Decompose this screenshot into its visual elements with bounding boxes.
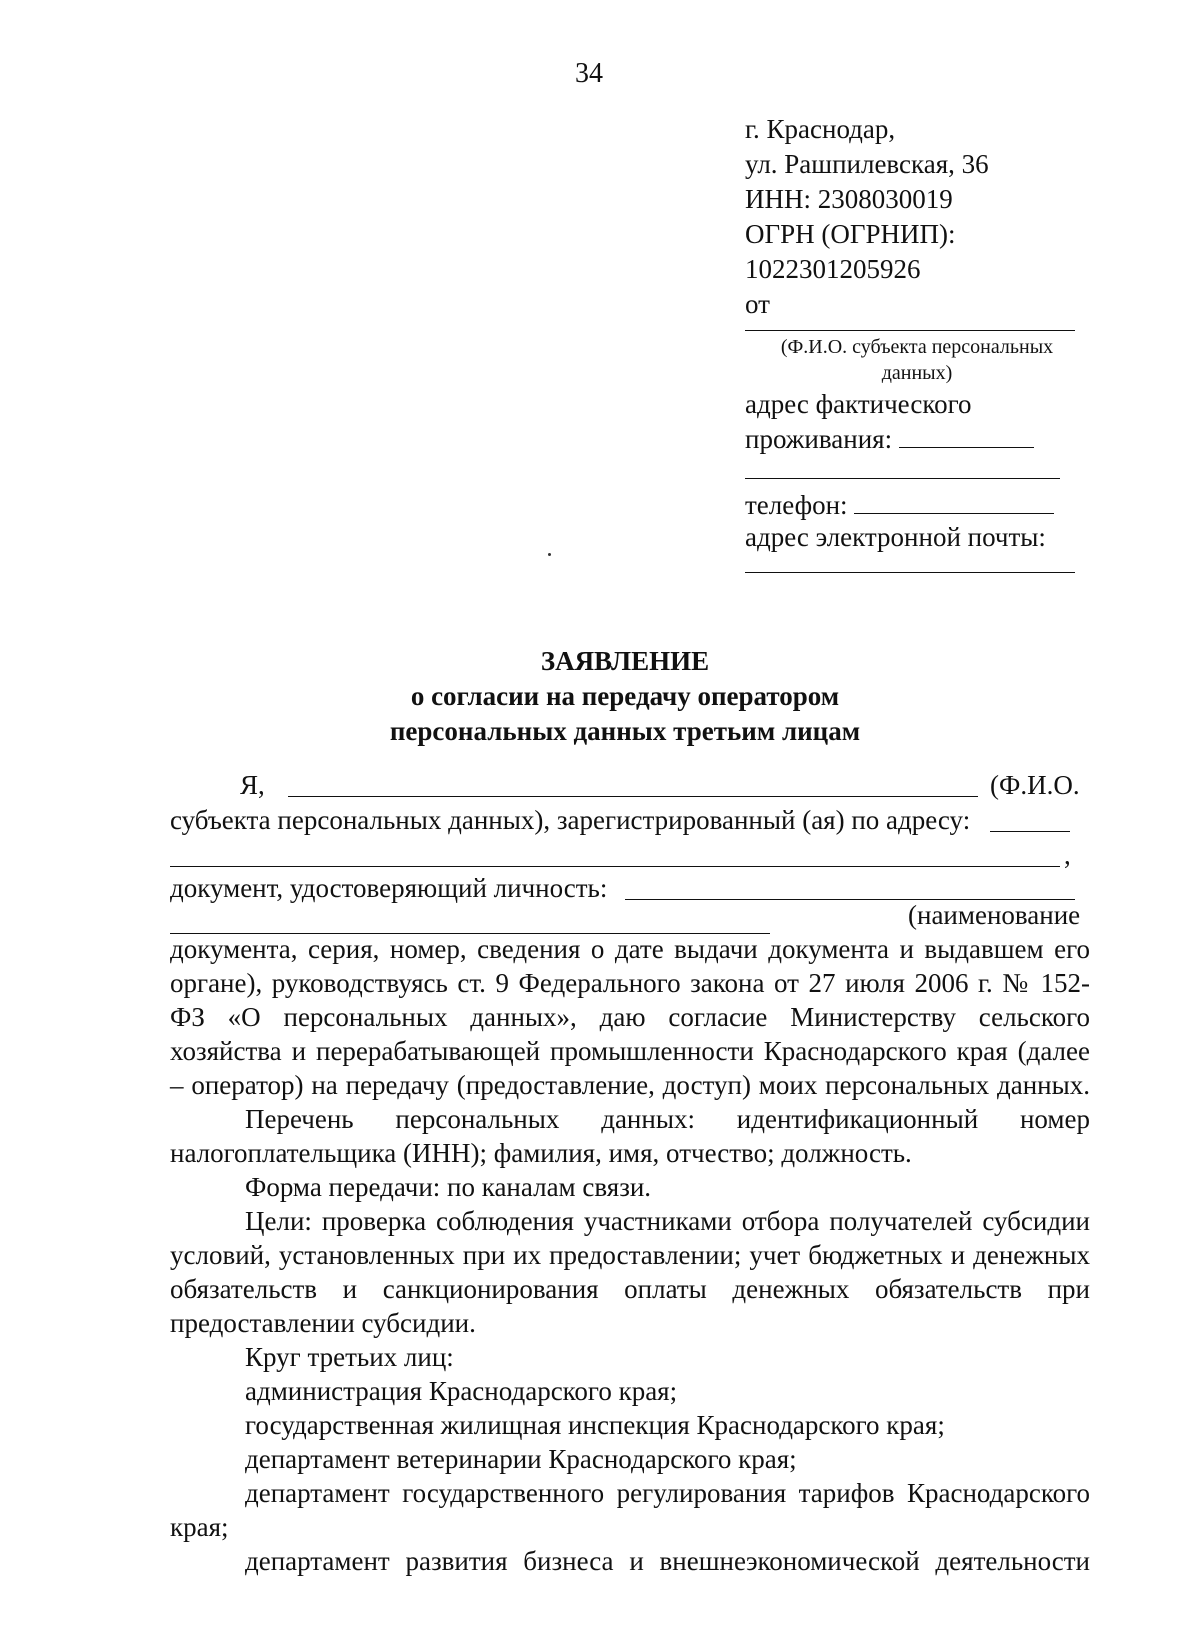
phone-label: телефон: (745, 490, 848, 520)
para1-line1: документа, серия, номер, сведения о дате выдачи документа и выдавшем его (170, 934, 1090, 964)
recipient-ogrn-value: 1022301205926 (745, 254, 921, 284)
fio-suffix: (Ф.И.О. (990, 770, 1080, 800)
fio-caption (752, 334, 1082, 386)
para1-line5: – оператор) на передачу (предоставление, доступ) моих персональных данных. (170, 1070, 1090, 1100)
third-party-item-5-line1: департамент развития бизнеса и внешнеэкономической деятельности (245, 1546, 1090, 1576)
para4-line1: Цели: проверка соблюдения участниками отбора получателей субсидии (245, 1206, 1090, 1236)
recipient-inn: ИНН: 2308030019 (745, 184, 953, 214)
recipient-block (745, 112, 989, 322)
address-label-2: проживания: (745, 424, 893, 454)
para3: Форма передачи: по каналам связи. (245, 1172, 652, 1202)
ya-label: Я, (240, 770, 265, 800)
para4-line4: предоставлении субсидии. (170, 1308, 476, 1338)
recipient-street: ул. Рашпилевская, 36 (745, 149, 989, 179)
para4-line3: обязательств и санкционирования оплаты денежных обязательств при (170, 1274, 1090, 1304)
third-party-item-2: государственная жилищная инспекция Краснодарского края; (245, 1410, 945, 1440)
naim-label: (наименование (908, 900, 1081, 930)
doc-subtitle-1: о согласии на передачу оператором (410, 681, 840, 711)
third-parties-heading: Круг третьих лиц: (245, 1342, 454, 1372)
comma: , (1064, 840, 1071, 870)
address-blank-line[interactable] (899, 425, 1034, 448)
registered-address-line-2[interactable] (170, 866, 1060, 867)
address-label-row (745, 422, 1034, 457)
phone-blank-line[interactable] (854, 491, 1054, 514)
fio-caption-line2: данных) (881, 362, 953, 384)
para2-line1: Перечень персональных данных: идентификационный номер (245, 1104, 1090, 1134)
address-blank-line-2[interactable] (745, 478, 1060, 479)
para1-line3: ФЗ «О персональных данных», даю согласие Министерству сельского (170, 1002, 1090, 1032)
para1-line4: хозяйства и перерабатывающей промышленности Краснодарского края (далее (170, 1036, 1090, 1066)
third-party-item-4-line1: департамент государственного регулирования тарифов Краснодарского (245, 1478, 1090, 1508)
third-party-item-3: департамент ветеринарии Краснодарского края; (245, 1444, 797, 1474)
registered-address-line[interactable] (990, 831, 1070, 832)
scan-speck (548, 553, 551, 556)
from-label: от (745, 289, 770, 319)
phone-row (745, 488, 1054, 523)
address-block (745, 387, 1034, 457)
fio-caption-line1: (Ф.И.О. субъекта персональных (780, 336, 1054, 358)
identity-doc-label: документ, удостоверяющий личность: (170, 873, 608, 903)
email-blank-line[interactable] (745, 572, 1075, 573)
para4-line2: условий, установленных при их предоставлении; учет бюджетных и денежных (170, 1240, 1090, 1270)
registered-address-label: субъекта персональных данных), зарегистрированный (ая) по адресу: (170, 805, 971, 835)
fio-blank-line[interactable] (745, 330, 1075, 331)
third-party-item-4-line2: края; (170, 1512, 229, 1542)
para1-line2: органе), руководствуясь ст. 9 Федерального закона от 27 июля 2006 г. № 152- (170, 968, 1090, 998)
para2-line2: налогоплательщика (ИНН); фамилия, имя, отчество; должность. (170, 1138, 912, 1168)
recipient-city: г. Краснодар, (745, 114, 896, 144)
recipient-ogrn-label: ОГРН (ОГРНИП): (745, 219, 956, 249)
doc-title: ЗАЯВЛЕНИЕ (540, 646, 710, 676)
third-party-item-1: администрация Краснодарского края; (245, 1376, 678, 1406)
doc-subtitle-2: персональных данных третьим лицам (389, 716, 861, 746)
page-number: 34 (575, 58, 603, 89)
address-label-1: адрес фактического (745, 389, 972, 419)
fio-form-line[interactable] (288, 796, 978, 797)
email-label: адрес электронной почты: (745, 522, 1046, 552)
